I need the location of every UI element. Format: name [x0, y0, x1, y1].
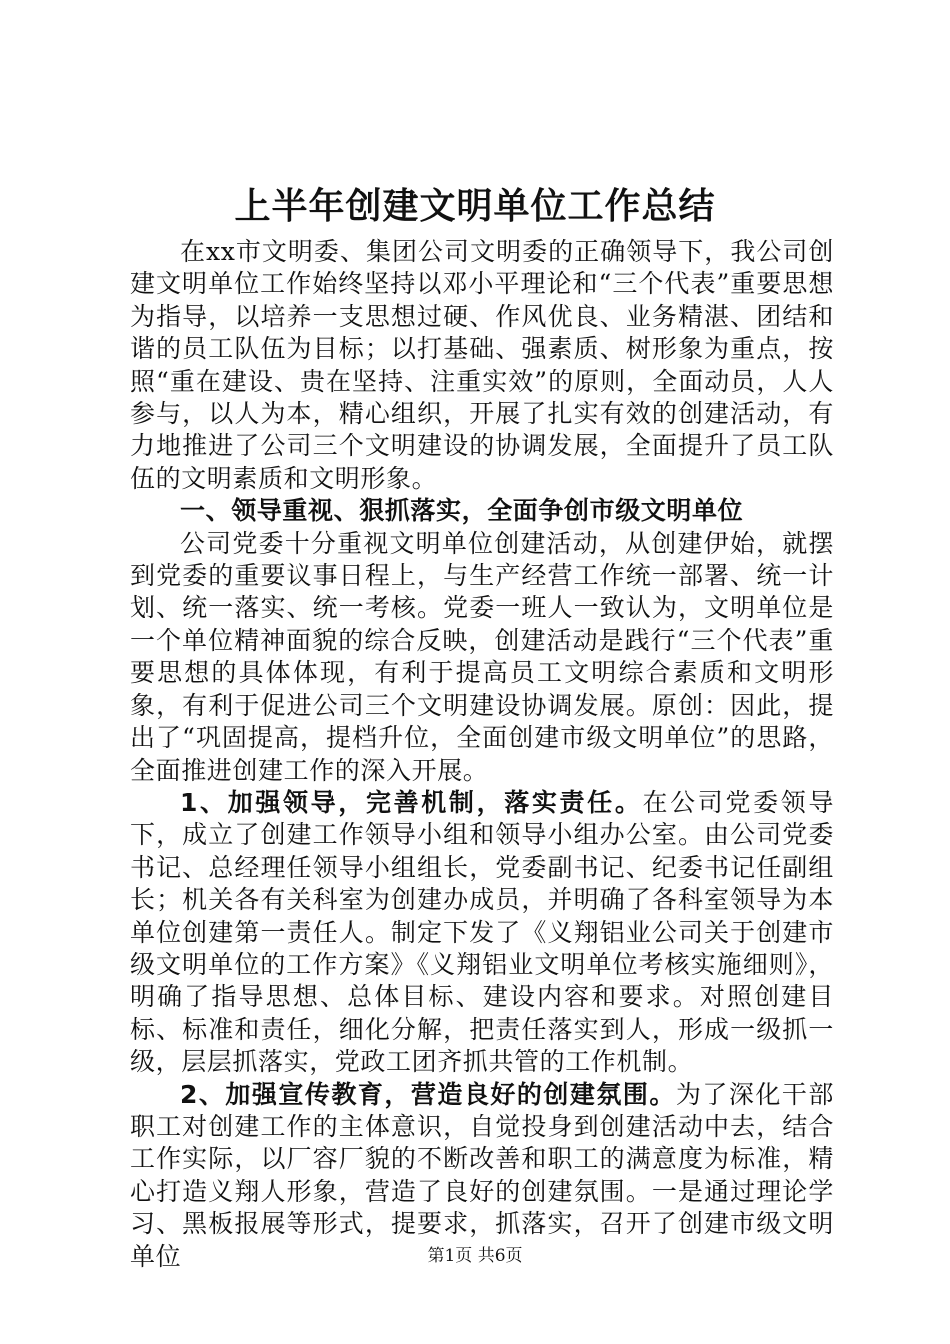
- document-body: [130, 236, 834, 1273]
- intro-paragraph: 在xx市文明委、集团公司文明委的正确领导下，我公司创建文明单位工作始终坚持以邓小平理论和“三个代表”重要思想为指导，以培养一支思想过硬、作风优良、业务精湛、团结和谐的员工队伍为目标；以打基础、强素质、树形象为重点，按照“重在建设、贵在坚持、注重实效”的原则，全面动员，人人参与，以人为本，精心组织，开展了扎实有效的创建活动，有力地推进了公司三个文明建设的协调发展，全面提升了员工队伍的文明素质和文明形象。: [130, 237, 834, 493]
- item-2-lead: 2、加强宣传教育，营造良好的创建氛围。: [180, 1079, 676, 1109]
- item-2-body: 为了深化干部职工对创建工作的主体意识，自觉投身到创建活动中去，结合工作实际，以厂容厂貌的不断改善和职工的满意度为标准，精心打造义翔人形象，营造了良好的创建氛围。一是通过理论学习、黑板报展等形式，提要求，抓落实，召开了创建市级文明单位: [130, 1079, 835, 1271]
- item-1-lead: 1、加强领导，完善机制，落实责任。: [180, 787, 643, 817]
- item-1-body: 在公司党委领导下，成立了创建工作领导小组和领导小组办公室。由公司党委书记、总经理任领导小组组长，党委副书记、纪委书记任副组长；机关各有关科室为创建办成员，并明确了各科室领导为本单位创建第一责任人。制定下发了《义翔铝业公司关于创建市级文明单位的工作方案》《义翔铝业文明单位考核实施细则》，明确了指导思想、总体目标、建设内容和要求。对照创建目标、标准和责任，细化分解，把责任落实到人，形成一级抓一级，层层抓落实，党政工团齐抓共管的工作机制。: [130, 787, 834, 1077]
- item-1-paragraph: [130, 787, 834, 1079]
- document-title: 上半年创建文明单位工作总结: [234, 186, 716, 227]
- section-heading-1: 一、领导重视、狠抓落实，全面争创市级文明单位: [180, 496, 744, 526]
- section-1-paragraph: 公司党委十分重视文明单位创建活动，从创建伊始，就摆到党委的重要议事日程上，与生产经营工作统一部署、统一计划、统一落实、统一考核。党委一班人一致认为，文明单位是一个单位精神面貌的综合反映，创建活动是践行“三个代表”重要思想的具体体现，有利于提高员工文明综合素质和文明形象，有利于促进公司三个文明建设协调发展。原创：因此，提出了“巩固提高，提档升位，全面创建市级文明单位”的思路，全面推进创建工作的深入开展。: [130, 528, 834, 785]
- page-footer: 第1页 共6页: [427, 1246, 523, 1266]
